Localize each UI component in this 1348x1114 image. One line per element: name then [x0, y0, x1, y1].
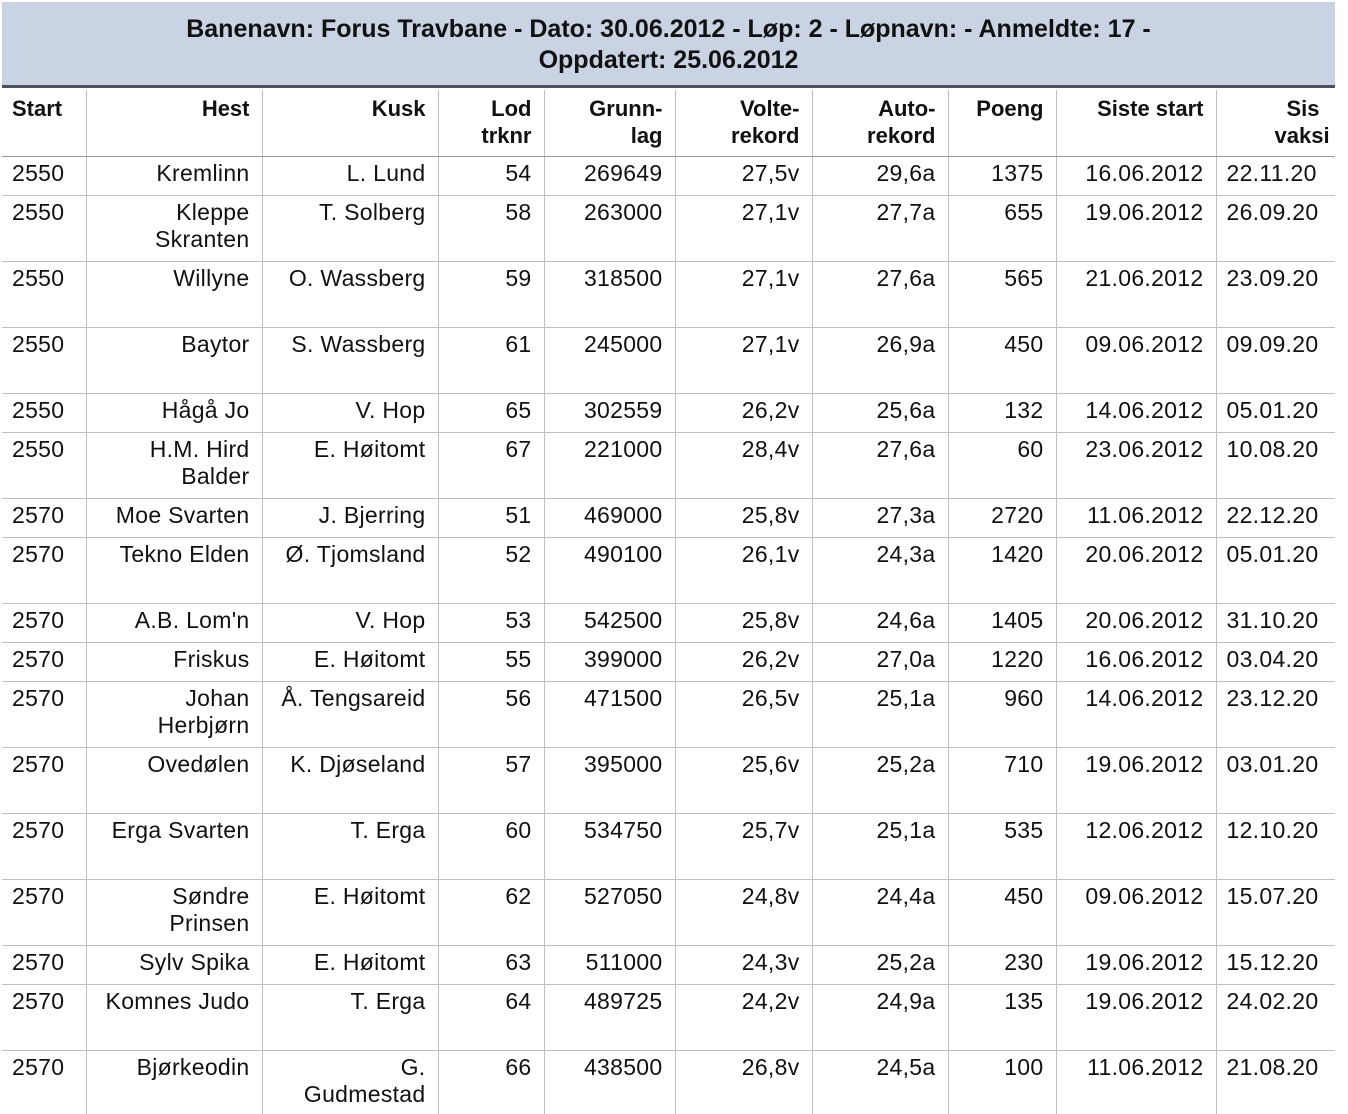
cell-siste: 23.06.2012 [1056, 433, 1216, 499]
cell-lod: 65 [438, 394, 544, 433]
col-header-start[interactable]: Start [2, 90, 86, 157]
cell-siste: 19.06.2012 [1056, 946, 1216, 985]
cell-siste: 12.06.2012 [1056, 814, 1216, 880]
cell-auto: 25,2a [812, 946, 948, 985]
cell-lod: 59 [438, 262, 544, 328]
cell-lod: 52 [438, 538, 544, 604]
cell-lod: 57 [438, 748, 544, 814]
cell-volte: 28,4v [675, 433, 812, 499]
cell-volte: 25,8v [675, 499, 812, 538]
cell-vaks: 22.12.20 [1216, 499, 1335, 538]
cell-hest: Erga Svarten [86, 814, 262, 880]
cell-poeng: 132 [948, 394, 1056, 433]
page-title [2, 2, 1335, 88]
cell-auto: 27,6a [812, 262, 948, 328]
cell-vaks: 31.10.20 [1216, 604, 1335, 643]
cell-start: 2550 [2, 394, 86, 433]
cell-hest: Johan Herbjørn [86, 682, 262, 748]
cell-vaks: 23.12.20 [1216, 682, 1335, 748]
cell-siste: 14.06.2012 [1056, 682, 1216, 748]
cell-start: 2570 [2, 748, 86, 814]
cell-auto: 25,1a [812, 814, 948, 880]
cell-kusk: E. Høitomt [262, 433, 438, 499]
cell-volte: 24,2v [675, 985, 812, 1051]
col-header-kusk[interactable]: Kusk [262, 90, 438, 157]
cell-poeng: 1375 [948, 157, 1056, 196]
table-row[interactable] [2, 433, 1335, 499]
cell-kusk: E. Høitomt [262, 880, 438, 946]
cell-auto: 24,5a [812, 1051, 948, 1114]
cell-start: 2570 [2, 1051, 86, 1114]
cell-volte: 26,8v [675, 1051, 812, 1114]
cell-kusk: V. Hop [262, 604, 438, 643]
cell-hest: Sylv Spika [86, 946, 262, 985]
cell-kusk: O. Wassberg [262, 262, 438, 328]
cell-auto: 27,0a [812, 643, 948, 682]
cell-hest: Ovedølen [86, 748, 262, 814]
cell-auto: 27,7a [812, 196, 948, 262]
cell-start: 2570 [2, 604, 86, 643]
cell-poeng: 450 [948, 328, 1056, 394]
cell-poeng: 1405 [948, 604, 1056, 643]
cell-kusk: G. Gudmestad [262, 1051, 438, 1114]
table-row[interactable] [2, 499, 1335, 538]
cell-auto: 25,1a [812, 682, 948, 748]
cell-vaks: 09.09.20 [1216, 328, 1335, 394]
cell-grunnlag: 269649 [544, 157, 675, 196]
cell-vaks: 15.12.20 [1216, 946, 1335, 985]
cell-volte: 26,2v [675, 394, 812, 433]
cell-grunnlag: 263000 [544, 196, 675, 262]
cell-start: 2570 [2, 682, 86, 748]
cell-kusk: T. Solberg [262, 196, 438, 262]
cell-hest: Moe Svarten [86, 499, 262, 538]
cell-poeng: 60 [948, 433, 1056, 499]
cell-siste: 14.06.2012 [1056, 394, 1216, 433]
cell-hest: Komnes Judo [86, 985, 262, 1051]
cell-siste: 19.06.2012 [1056, 196, 1216, 262]
cell-auto: 29,6a [812, 157, 948, 196]
table-header-row [2, 90, 1335, 157]
cell-kusk: Ø. Tjomsland [262, 538, 438, 604]
cell-grunnlag: 438500 [544, 1051, 675, 1114]
cell-lod: 55 [438, 643, 544, 682]
cell-hest: Kleppe Skranten [86, 196, 262, 262]
cell-auto: 25,2a [812, 748, 948, 814]
cell-lod: 51 [438, 499, 544, 538]
cell-siste: 16.06.2012 [1056, 157, 1216, 196]
cell-hest: Søndre Prinsen [86, 880, 262, 946]
cell-hest: H.M. Hird Balder [86, 433, 262, 499]
cell-volte: 26,5v [675, 682, 812, 748]
table-row[interactable] [2, 604, 1335, 643]
cell-lod: 60 [438, 814, 544, 880]
cell-poeng: 230 [948, 946, 1056, 985]
cell-start: 2550 [2, 433, 86, 499]
cell-lod: 63 [438, 946, 544, 985]
cell-vaks: 05.01.20 [1216, 538, 1335, 604]
cell-vaks: 03.01.20 [1216, 748, 1335, 814]
cell-hest: Willyne [86, 262, 262, 328]
cell-auto: 27,3a [812, 499, 948, 538]
cell-siste: 20.06.2012 [1056, 538, 1216, 604]
cell-poeng: 450 [948, 880, 1056, 946]
cell-lod: 54 [438, 157, 544, 196]
cell-siste: 19.06.2012 [1056, 748, 1216, 814]
cell-siste: 19.06.2012 [1056, 985, 1216, 1051]
cell-grunnlag: 489725 [544, 985, 675, 1051]
table-row[interactable] [2, 643, 1335, 682]
cell-vaks: 22.11.20 [1216, 157, 1335, 196]
cell-hest: Baytor [86, 328, 262, 394]
cell-grunnlag: 318500 [544, 262, 675, 328]
cell-volte: 25,6v [675, 748, 812, 814]
cell-kusk: E. Høitomt [262, 946, 438, 985]
cell-start: 2570 [2, 538, 86, 604]
cell-poeng: 565 [948, 262, 1056, 328]
title-line-1: Banenavn: Forus Travbane - Dato: 30.06.2012 - Løp: 2 - Løpnavn: - Anmeldte: 17 - [186, 15, 1151, 43]
col-header-autorekord[interactable]: Auto- rekord [812, 90, 948, 157]
cell-grunnlag: 399000 [544, 643, 675, 682]
table-body [2, 157, 1335, 1114]
table-row[interactable] [2, 538, 1335, 604]
cell-grunnlag: 511000 [544, 946, 675, 985]
title-line-2: Oppdatert: 25.06.2012 [538, 46, 799, 74]
cell-poeng: 1220 [948, 643, 1056, 682]
cell-grunnlag: 302559 [544, 394, 675, 433]
cell-kusk: T. Erga [262, 985, 438, 1051]
cell-auto: 24,9a [812, 985, 948, 1051]
cell-grunnlag: 221000 [544, 433, 675, 499]
cell-kusk: S. Wassberg [262, 328, 438, 394]
table-row[interactable] [2, 157, 1335, 196]
cell-siste: 16.06.2012 [1056, 643, 1216, 682]
cell-lod: 62 [438, 880, 544, 946]
cell-auto: 26,9a [812, 328, 948, 394]
cell-siste: 11.06.2012 [1056, 499, 1216, 538]
cell-volte: 26,1v [675, 538, 812, 604]
cell-lod: 61 [438, 328, 544, 394]
cell-vaks: 21.08.20 [1216, 1051, 1335, 1114]
cell-lod: 58 [438, 196, 544, 262]
cell-lod: 53 [438, 604, 544, 643]
cell-volte: 24,8v [675, 880, 812, 946]
cell-lod: 67 [438, 433, 544, 499]
cell-hest: Kremlinn [86, 157, 262, 196]
cell-lod: 64 [438, 985, 544, 1051]
col-header-lod[interactable]: Lod trknr [438, 90, 544, 157]
cell-poeng: 710 [948, 748, 1056, 814]
cell-volte: 24,3v [675, 946, 812, 985]
cell-kusk: E. Høitomt [262, 643, 438, 682]
cell-siste: 09.06.2012 [1056, 880, 1216, 946]
col-header-poeng[interactable]: Poeng [948, 90, 1056, 157]
cell-vaks: 23.09.20 [1216, 262, 1335, 328]
cell-start: 2570 [2, 985, 86, 1051]
cell-poeng: 655 [948, 196, 1056, 262]
cell-poeng: 2720 [948, 499, 1056, 538]
cell-auto: 24,4a [812, 880, 948, 946]
cell-poeng: 135 [948, 985, 1056, 1051]
cell-siste: 09.06.2012 [1056, 328, 1216, 394]
cell-start: 2570 [2, 499, 86, 538]
cell-volte: 25,8v [675, 604, 812, 643]
entries-table-container [2, 90, 1335, 1114]
cell-lod: 66 [438, 1051, 544, 1114]
cell-vaks: 10.08.20 [1216, 433, 1335, 499]
cell-siste: 20.06.2012 [1056, 604, 1216, 643]
cell-grunnlag: 395000 [544, 748, 675, 814]
cell-volte: 27,1v [675, 328, 812, 394]
cell-vaks: 12.10.20 [1216, 814, 1335, 880]
table-row[interactable] [2, 985, 1335, 1051]
cell-vaks: 03.04.20 [1216, 643, 1335, 682]
table-row[interactable] [2, 328, 1335, 394]
cell-volte: 25,7v [675, 814, 812, 880]
table-row[interactable] [2, 748, 1335, 814]
cell-vaks: 15.07.20 [1216, 880, 1335, 946]
table-row[interactable] [2, 814, 1335, 880]
table-row[interactable] [2, 946, 1335, 985]
cell-vaks: 05.01.20 [1216, 394, 1335, 433]
cell-volte: 27,1v [675, 262, 812, 328]
cell-auto: 24,3a [812, 538, 948, 604]
cell-poeng: 535 [948, 814, 1056, 880]
cell-poeng: 1420 [948, 538, 1056, 604]
cell-vaks: 26.09.20 [1216, 196, 1335, 262]
cell-grunnlag: 542500 [544, 604, 675, 643]
cell-kusk: J. Bjerring [262, 499, 438, 538]
cell-hest: A.B. Lom'n [86, 604, 262, 643]
cell-grunnlag: 245000 [544, 328, 675, 394]
cell-vaks: 24.02.20 [1216, 985, 1335, 1051]
cell-kusk: Å. Tengsareid [262, 682, 438, 748]
table-row[interactable] [2, 394, 1335, 433]
cell-lod: 56 [438, 682, 544, 748]
cell-poeng: 100 [948, 1051, 1056, 1114]
cell-grunnlag: 490100 [544, 538, 675, 604]
col-header-grunnlag[interactable]: Grunn- lag [544, 90, 675, 157]
cell-start: 2550 [2, 262, 86, 328]
entries-table [2, 90, 1335, 1114]
col-header-hest[interactable]: Hest [86, 90, 262, 157]
table-row[interactable] [2, 1051, 1335, 1114]
cell-hest: Tekno Elden [86, 538, 262, 604]
cell-grunnlag: 469000 [544, 499, 675, 538]
cell-start: 2570 [2, 643, 86, 682]
cell-start: 2570 [2, 814, 86, 880]
cell-volte: 27,1v [675, 196, 812, 262]
cell-start: 2570 [2, 946, 86, 985]
cell-hest: Hågå Jo [86, 394, 262, 433]
table-row[interactable] [2, 196, 1335, 262]
cell-start: 2570 [2, 880, 86, 946]
cell-volte: 27,5v [675, 157, 812, 196]
cell-kusk: V. Hop [262, 394, 438, 433]
cell-siste: 21.06.2012 [1056, 262, 1216, 328]
cell-volte: 26,2v [675, 643, 812, 682]
cell-start: 2550 [2, 196, 86, 262]
cell-grunnlag: 471500 [544, 682, 675, 748]
cell-kusk: K. Djøseland [262, 748, 438, 814]
table-row[interactable] [2, 880, 1335, 946]
col-header-siste-vaksine[interactable]: Sis vaksi [1216, 90, 1335, 157]
col-header-volterekord[interactable]: Volte- rekord [675, 90, 812, 157]
cell-poeng: 960 [948, 682, 1056, 748]
table-row[interactable] [2, 682, 1335, 748]
cell-kusk: L. Lund [262, 157, 438, 196]
cell-auto: 24,6a [812, 604, 948, 643]
cell-auto: 25,6a [812, 394, 948, 433]
cell-auto: 27,6a [812, 433, 948, 499]
cell-grunnlag: 534750 [544, 814, 675, 880]
cell-hest: Bjørkeodin [86, 1051, 262, 1114]
cell-siste: 11.06.2012 [1056, 1051, 1216, 1114]
cell-hest: Friskus [86, 643, 262, 682]
col-header-siste-start[interactable]: Siste start [1056, 90, 1216, 157]
cell-start: 2550 [2, 157, 86, 196]
cell-start: 2550 [2, 328, 86, 394]
cell-grunnlag: 527050 [544, 880, 675, 946]
cell-kusk: T. Erga [262, 814, 438, 880]
table-row[interactable] [2, 262, 1335, 328]
